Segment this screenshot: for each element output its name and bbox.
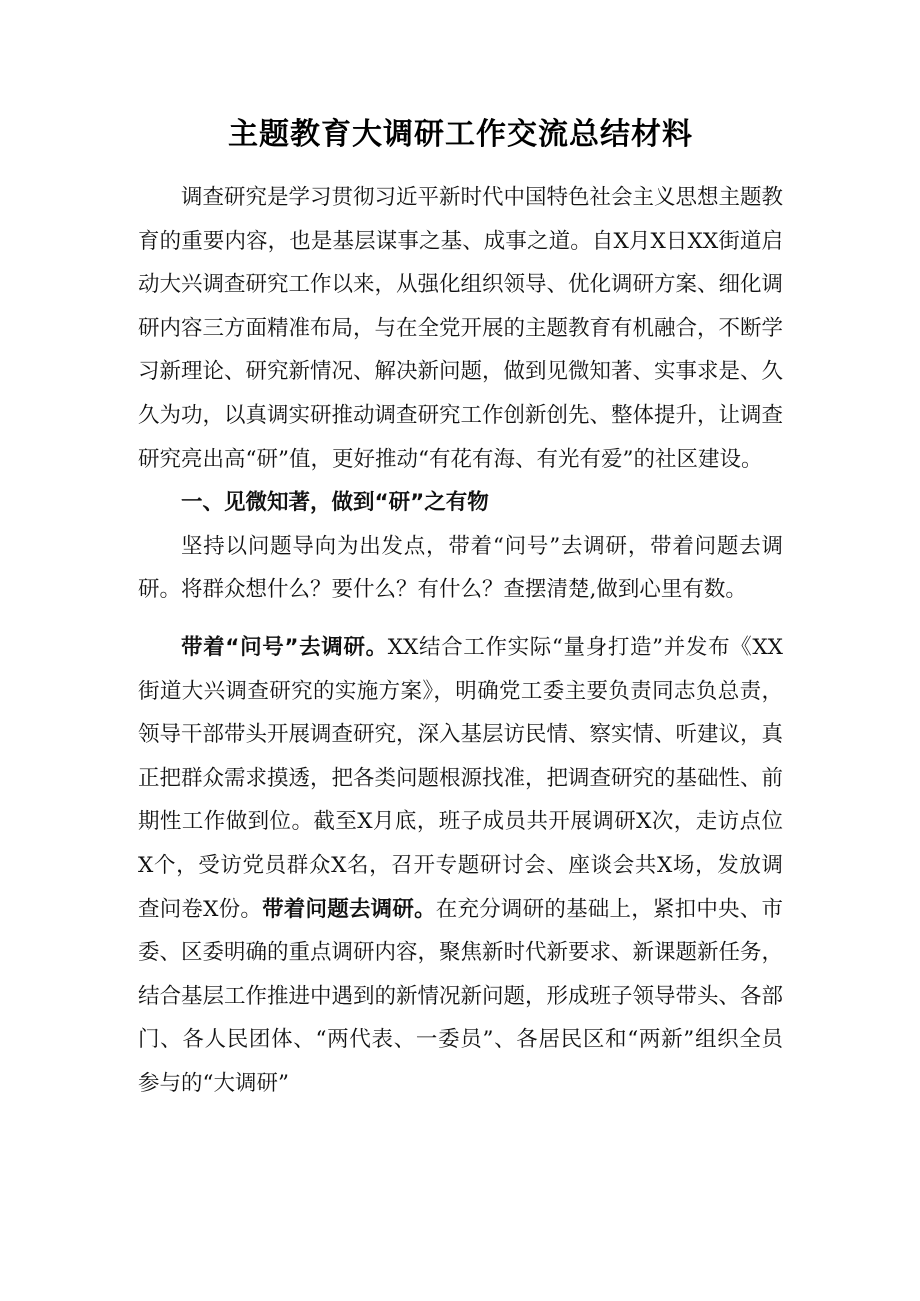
document-page <box>138 108 783 1105</box>
paragraph-text-2: 在充分调研的基础上，紧扣中央、市委、区委明确的重点调研内容，聚焦新时代新要求、新课题新任务，结合基层工作推进中遇到的新情况新问题，形成班子领导带头、各部门、各人民团体、“两代表、一委员”、各居民区和“两新”组织全员参与的“大调研” <box>138 896 784 1096</box>
paragraph-text: XX结合工作实际“量身打造”并发布《XX街道大兴调查研究的实施方案》，明确党工委主要负责同志负总责，领导干部带头开展调查研究，深入基层访民情、察实情、听建议，真正把群众需求摸透，把各类问题根源找准，把调查研究的基础性、前期性工作做到位。截至X月底，班子成员共开展调研X次，走访点位X个，受访党员群众X名，召开专题研讨会、座谈会共X场，发放调查问卷X份。 <box>138 634 784 922</box>
paragraph-lead-phrase-2: 带着问题去调研。 <box>262 896 436 922</box>
intro-paragraph: 调查研究是学习贯彻习近平新时代中国特色社会主义思想主题教育的重要内容，也是基层谋事之基、成事之道。自X月X日XX街道启动大兴调查研究工作以来，从强化组织领导、优化调研方案、细化调研内容三方面精准布局，与在全党开展的主题教育有机融合，不断学习新理论、研究新情况、解决新问题，做到见微知著、实事求是、久久为功，以真调实研推动调查研究工作创新创先、整体提升，让调查研究亮出高“研”值，更好推动“有花有海、有光有爱”的社区建设。 <box>138 185 784 472</box>
section-heading: 一、见微知著，做到“研”之有物 <box>181 490 489 516</box>
section-paragraph: 坚持以问题导向为出发点，带着“问号”去调研，带着问题去调研。将群众想什么？要什么？有什么？查摆清楚,做到心里有数。 <box>138 533 783 603</box>
paragraph-lead-phrase: 带着“问号”去调研。 <box>181 634 388 660</box>
body-paragraph <box>138 626 783 1106</box>
document-title: 主题教育大调研工作交流总结材料 <box>228 117 693 152</box>
